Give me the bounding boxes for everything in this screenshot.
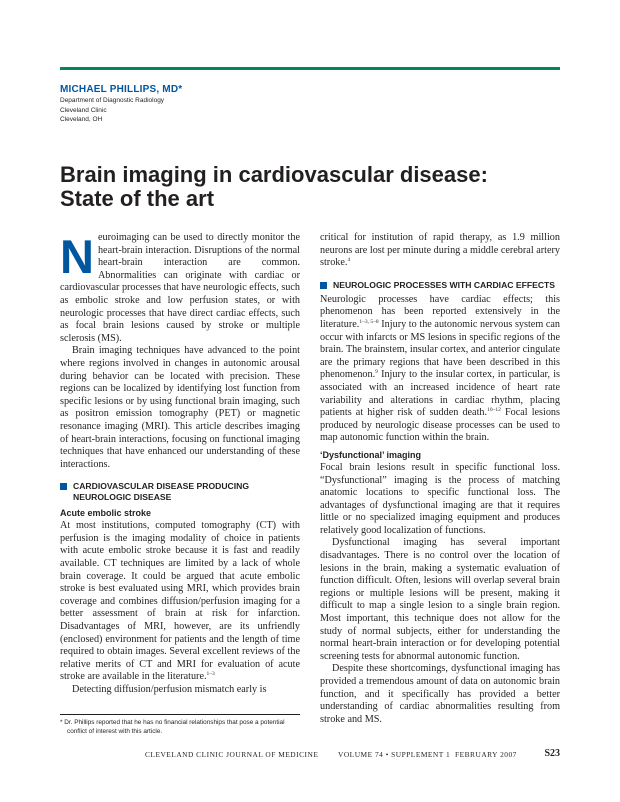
page-number: S23: [544, 748, 560, 759]
neurologic-text-c: Injury to the insular cortex, in particular, is associated with an increased incidence of heart rate variability and alterations in cardiac rhythm, placing patients at higher risk of sudden death.: [320, 369, 560, 419]
intro-paragraph-1-text: euroimaging can be used to directly monitor the heart-brain interaction. Disruptions of the normal heart-brain interaction are common. Abnormalities can originate with cardiac or cardiovascular processes that have neurologic effects, such as embolic stroke and low perfusion states, or with neurologic processes that have direct cardiac effects, such as focal brain lesions caused by stroke or multiple sclerosis (MS).: [60, 232, 300, 344]
neurologic-text-d: Focal lesions produced by neurologic disease processes can be used to map autonomic function within the brain.: [320, 407, 560, 444]
section-square-icon: [320, 282, 327, 289]
affiliation-department: Department of Diagnostic Radiology: [60, 97, 165, 104]
neurologic-paragraph: [320, 294, 560, 445]
stroke-paragraph-2: Detecting diffusion/perfusion mismatch early is: [72, 684, 267, 695]
reference-superscript: 10–12: [487, 407, 501, 414]
drop-cap: N: [60, 230, 94, 283]
section-heading-neurologic-text: NEUROLOGIC PROCESSES WITH CARDIAC EFFECTS: [333, 279, 556, 290]
author-block: [60, 83, 360, 125]
stroke-paragraph-1: [60, 520, 300, 684]
top-rule: [60, 67, 560, 70]
footnote: * Dr. Phillips reported that he has no financial relationships that pose a potential conflict of interest with this article.: [60, 719, 285, 735]
affiliation-institution: Cleveland Clinic: [60, 106, 107, 114]
article-title: [60, 163, 560, 211]
author-name: MICHAEL PHILLIPS, MD*: [60, 84, 183, 95]
title-line-1: Brain imaging in cardiovascular disease:: [60, 162, 488, 187]
dysfunctional-paragraph-3: Despite these shortcomings, dysfunctional imaging has provided a tremendous amount of data on autonomic brain function, and it specifically has provided a better understanding of cardiac abnormalities resulting from stroke and MS.: [320, 663, 560, 725]
reference-superscript: 9: [375, 369, 378, 376]
reference-superscript: 1–3, 5–8: [359, 318, 379, 325]
section-heading-cardiovascular: [60, 481, 300, 503]
stroke-paragraph-1-text: At most institutions, computed tomography (CT) with perfusion is the imaging modality of choice in patients with acute embolic stroke because it is fast and readily available. CT techniques are limited by a lack of whole brain coverage. It could be argued that acute embolic stroke is best evaluated using MRI, which provides brain coverage and combines diffusion/perfusion imaging for a better assessment of brain at risk for infarction. Disadvantages of MRI, however, are its unfriendly (enclosed) environment for patients and the length of time required to obtain images. Several excellent reviews of the relative merits of CT and MRI for evaluation of acute stroke are available in the literature.: [60, 520, 300, 683]
page-footer: [60, 748, 560, 762]
neurologic-text-a: Neurologic processes have cardiac effects; this phenomenon has been reported extensively in the literature.: [320, 293, 560, 330]
dysfunctional-paragraph-1: Focal brain lesions result in specific functional loss. “Dysfunctional” imaging is the process of matching anatomic locations to specific functional loss. The advantages of dysfunctional imaging are that it requires little or no specialized imaging equipment and produces relatively good localization of functions.: [320, 461, 560, 536]
affiliation-city: Cleveland, OH: [60, 116, 103, 123]
neurologic-text-b: Injury to the autonomic nervous system can occur with infarcts or MS lesions in specific regions of the brain. The brainstem, insular cortex, and anterior cingulate are the primary regions that have been described in this phenomenon.: [320, 318, 561, 381]
right-column: [320, 232, 560, 726]
footer-volume: VOLUME 74 • SUPPLEMENT 1: [338, 750, 451, 759]
subheading-dysfunctional-imaging: ‘Dysfunctional’ imaging: [320, 449, 422, 460]
footer-journal: CLEVELAND CLINIC JOURNAL OF MEDICINE: [145, 750, 319, 759]
reference-superscript: 1–3: [206, 671, 215, 678]
title-line-2: State of the art: [60, 186, 215, 211]
section-heading-cardiovascular-text: CARDIOVASCULAR DISEASE PRODUCING NEUROLOGIC DISEASE: [73, 481, 250, 503]
footnote-rule: [60, 714, 300, 715]
reference-superscript: 4: [347, 257, 351, 264]
continued-paragraph-text: critical for institution of rapid therapy, as 1.9 million neurons are lost per minute during a middle cerebral artery stroke.: [320, 232, 560, 269]
footer-date: FEBRUARY 2007: [455, 750, 517, 759]
section-heading-neurologic: [320, 280, 560, 291]
dysfunctional-paragraph-2: Dysfunctional imaging has several important disadvantages. There is no control over the location of lesions in the brain, making a systematic evaluation of function difficult. Often, lesions will overlap several brain regions or multiple lesions will be present, making it difficult to map a single lesion to a single brain region. Most important, this technique does not allow for the study of normal subjects, either for understanding the normal heart-brain interaction or for developing potential screening tests for abnormal autonomic function.: [320, 537, 560, 662]
section-square-icon: [60, 483, 67, 490]
subheading-acute-embolic-stroke: Acute embolic stroke: [60, 508, 152, 519]
intro-paragraph-2: Brain imaging techniques have advanced to the point where regions involved in changes in autonomic arousal during behavior can be located with precision. These regions can be localized by identifying lost function from specific lesions or by using functional brain imaging, such as positron emission tomography (PET) or magnetic resonance imaging (MRI). This article describes imaging of heart-brain interactions, focusing on functional imaging techniques that have enhanced our understanding of these interactions.: [60, 345, 300, 470]
continued-paragraph: [320, 232, 560, 270]
intro-paragraph-1: [60, 232, 300, 345]
left-column: [60, 232, 300, 697]
